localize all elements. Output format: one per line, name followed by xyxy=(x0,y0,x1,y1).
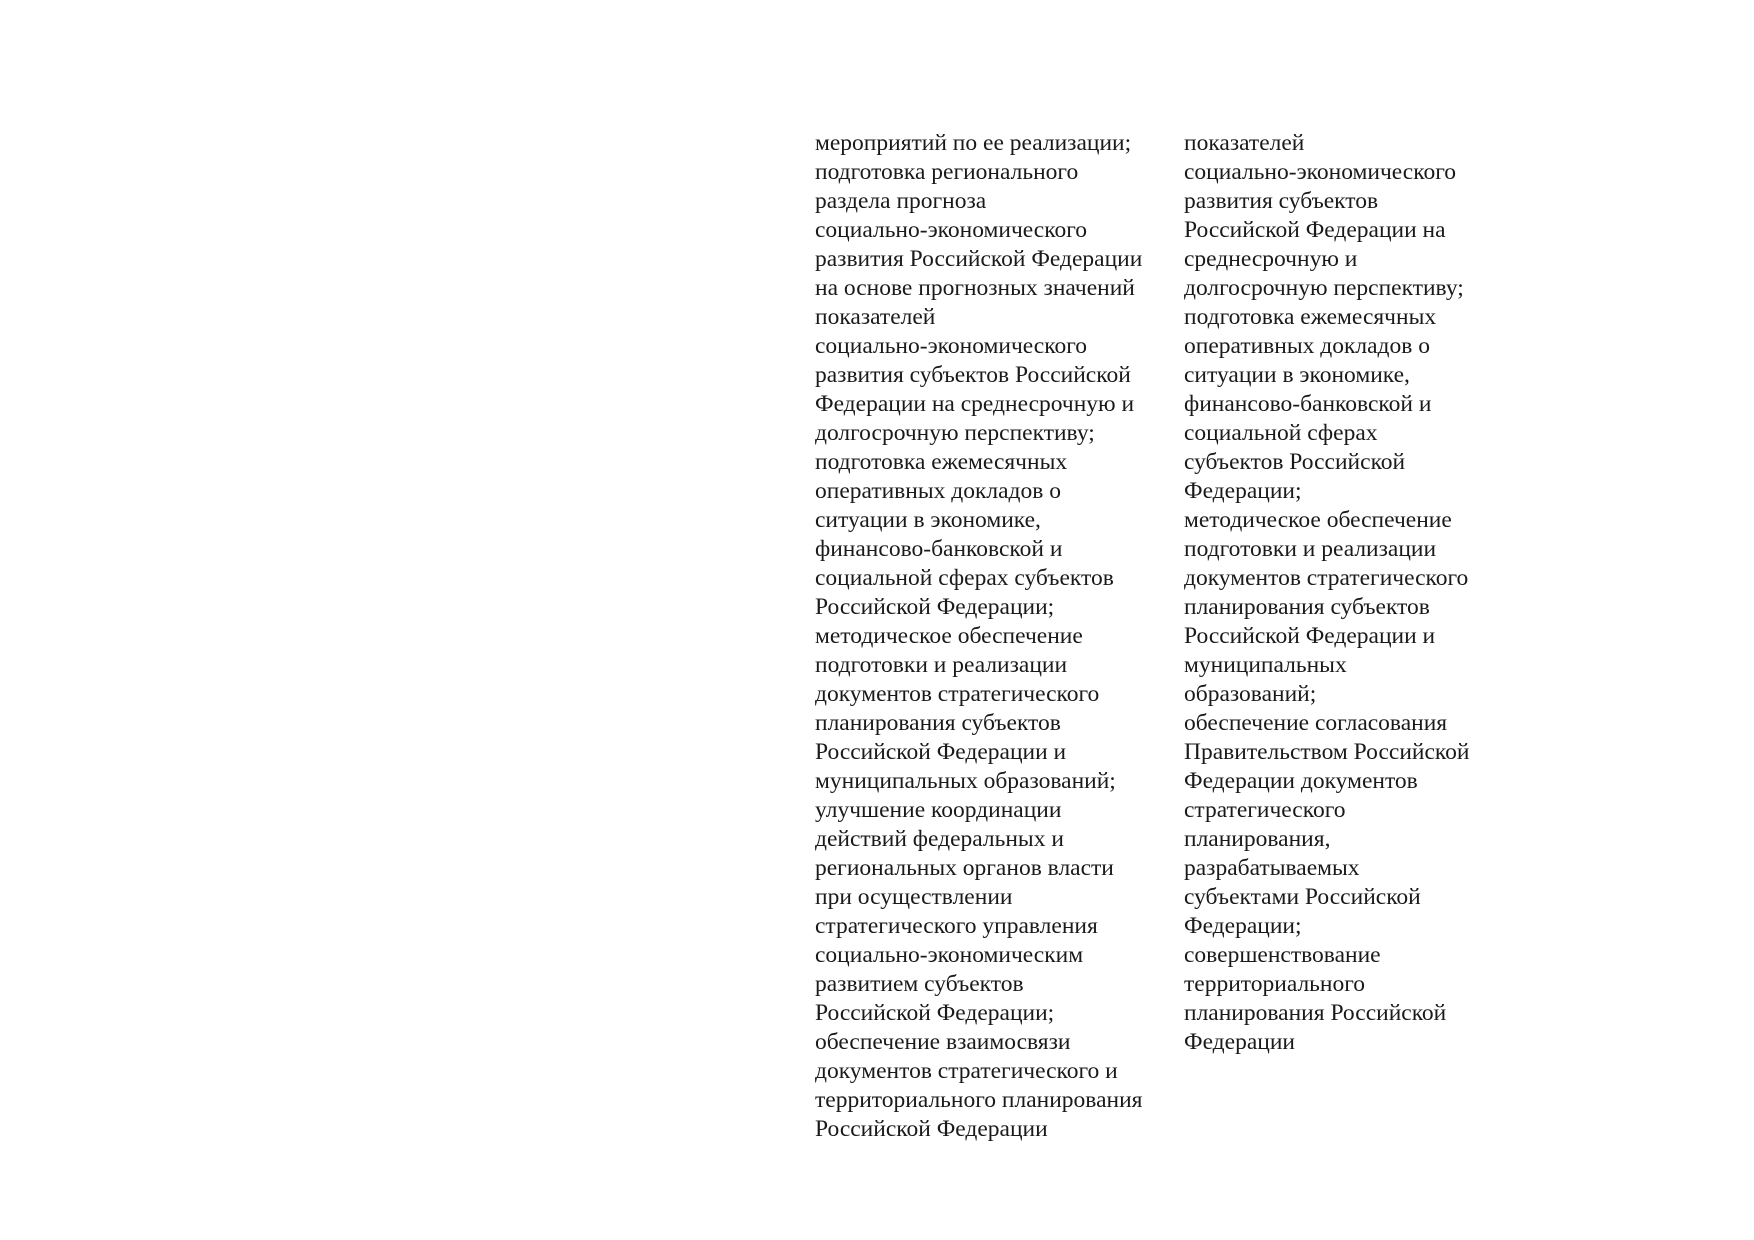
text-line: Российской Федерации xyxy=(815,1116,1048,1142)
text-line: развития Российской Федерации xyxy=(815,246,1143,272)
text-line: документов стратегического xyxy=(815,681,1100,707)
text-line: развитием субъектов xyxy=(815,971,1024,997)
text-line: разрабатываемых xyxy=(1184,855,1360,881)
text-line: Российской Федерации и xyxy=(815,739,1067,765)
text-line: социально-экономического xyxy=(1184,159,1456,185)
text-line: социальной сферах xyxy=(1184,420,1378,446)
text-line: социальной сферах субъектов xyxy=(815,565,1114,591)
text-line: развития субъектов xyxy=(1184,188,1379,214)
text-line: показателей xyxy=(1184,130,1305,156)
text-line: обеспечение согласования xyxy=(1184,710,1448,736)
text-line: ситуации в экономике, xyxy=(815,507,1041,533)
text-line: подготовка ежемесячных xyxy=(1184,304,1437,330)
text-line: планирования субъектов xyxy=(815,710,1061,736)
text-line: подготовка регионального xyxy=(815,159,1079,185)
text-line: мероприятий по ее реализации; xyxy=(815,130,1132,156)
text-line: стратегического xyxy=(1184,797,1346,823)
text-line: показателей xyxy=(815,304,936,330)
text-line: территориального планирования xyxy=(815,1087,1143,1113)
text-line: планирования, xyxy=(1184,826,1331,852)
text-line: Федерации xyxy=(1184,1029,1295,1055)
text-line: методическое обеспечение xyxy=(815,623,1083,649)
text-line: Федерации на среднесрочную и xyxy=(815,391,1135,417)
left-text-column xyxy=(815,129,1142,1144)
text-line: социально-экономического xyxy=(815,217,1087,243)
text-line: документов стратегического и xyxy=(815,1058,1118,1084)
text-line: действий федеральных и xyxy=(815,826,1064,852)
text-line: образований; xyxy=(1184,681,1317,707)
text-line: на основе прогнозных значений xyxy=(815,275,1135,301)
text-line: стратегического управления xyxy=(815,913,1098,939)
text-line: социально-экономическим xyxy=(815,942,1084,968)
text-line: территориального xyxy=(1184,971,1366,997)
text-line: Федерации; xyxy=(1184,478,1302,504)
text-line: планирования Российской xyxy=(1184,1000,1447,1026)
text-line: долгосрочную перспективу; xyxy=(1184,275,1464,301)
text-line: совершенствование xyxy=(1184,942,1381,968)
text-line: улучшение координации xyxy=(815,797,1062,823)
text-line: подготовки и реализации xyxy=(815,652,1068,678)
text-line: подготовки и реализации xyxy=(1184,536,1437,562)
text-line: Правительством Российской xyxy=(1184,739,1470,765)
text-line: Федерации документов xyxy=(1184,768,1418,794)
text-line: развития субъектов Российской xyxy=(815,362,1131,388)
text-line: субъектами Российской xyxy=(1184,884,1421,910)
text-line: долгосрочную перспективу; xyxy=(815,420,1095,446)
text-line: планирования субъектов xyxy=(1184,594,1430,620)
text-line: при осуществлении xyxy=(815,884,1013,910)
text-line: документов стратегического xyxy=(1184,565,1469,591)
text-line: Российской Федерации; xyxy=(815,1000,1055,1026)
text-line: финансово-банковской и xyxy=(815,536,1063,562)
text-line: региональных органов власти xyxy=(815,855,1114,881)
text-line: Российской Федерации на xyxy=(1184,217,1446,243)
right-text-column xyxy=(1184,129,1469,1057)
text-line: методическое обеспечение xyxy=(1184,507,1452,533)
text-line: раздела прогноза xyxy=(815,188,987,214)
text-line: Федерации; xyxy=(1184,913,1302,939)
text-line: субъектов Российской xyxy=(1184,449,1406,475)
text-line: Российской Федерации и xyxy=(1184,623,1436,649)
text-line: оперативных докладов о xyxy=(1184,333,1430,359)
text-line: муниципальных xyxy=(1184,652,1347,678)
text-line: подготовка ежемесячных xyxy=(815,449,1068,475)
text-line: финансово-банковской и xyxy=(1184,391,1432,417)
text-line: ситуации в экономике, xyxy=(1184,362,1410,388)
text-line: обеспечение взаимосвязи xyxy=(815,1029,1071,1055)
text-line: Российской Федерации; xyxy=(815,594,1055,620)
text-line: социально-экономического xyxy=(815,333,1087,359)
text-line: муниципальных образований; xyxy=(815,768,1116,794)
text-line: оперативных докладов о xyxy=(815,478,1061,504)
text-line: среднесрочную и xyxy=(1184,246,1358,272)
